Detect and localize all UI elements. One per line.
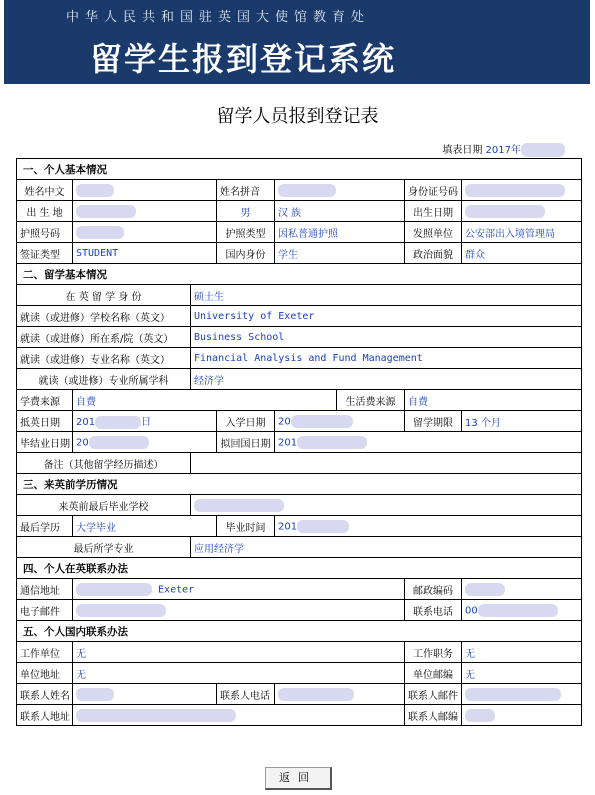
redacted-block — [76, 205, 136, 218]
grad-time-label: 毕业时间 — [217, 516, 275, 537]
contact-phone-label: 联系人电话 — [217, 684, 275, 705]
last-major-value: 应用经济学 — [191, 537, 582, 558]
name-py-value — [275, 180, 405, 201]
field-text: Exeter — [158, 584, 195, 595]
tuition-value: 自费 — [73, 390, 337, 411]
job-label: 工作职务 — [405, 642, 462, 663]
redacted-block — [465, 709, 495, 722]
redacted-block — [89, 436, 149, 449]
uk-phone-label: 联系电话 — [405, 600, 462, 621]
passport-no-value — [73, 222, 217, 243]
field-text: 日 — [141, 417, 152, 429]
employer-value: 无 — [73, 642, 405, 663]
redacted-block — [278, 688, 354, 701]
dept-label: 就读（或进修）所在系/院（英文） — [17, 327, 191, 348]
grad-time-value — [275, 516, 582, 537]
redacted-block — [76, 583, 152, 596]
section-study: 二、留学基本情况 — [17, 264, 582, 285]
org-name: 中华人民共和国驻英国大使馆教育处 — [66, 10, 371, 25]
redacted-block — [297, 520, 349, 533]
id-label: 身份证号码 — [405, 180, 462, 201]
domestic-status-value: 学生 — [275, 243, 405, 264]
discipline-label: 就读（或进修）专业所属学科 — [17, 369, 191, 390]
last-major-label: 最后所学专业 — [17, 537, 191, 558]
contact-email-value — [462, 684, 582, 705]
duration-value: 13 个月 — [462, 411, 582, 432]
discipline-value: 经济学 — [191, 369, 582, 390]
unit-address-value: 无 — [73, 663, 405, 684]
contact-email-label: 联系人邮件 — [405, 684, 462, 705]
id-value — [462, 180, 582, 201]
field-text: 201 — [278, 437, 298, 448]
degree-label: 最后学历 — [17, 516, 73, 537]
redacted-block — [291, 415, 353, 428]
tuition-label: 学费来源 — [17, 390, 73, 411]
notes-value — [191, 453, 582, 474]
return-value — [275, 432, 582, 453]
school-label: 就读（或进修）学校名称（英文） — [17, 306, 191, 327]
unit-postcode-value: 无 — [462, 663, 582, 684]
major-en-value: Financial Analysis and Fund Management — [191, 348, 582, 369]
uk-address-label: 通信地址 — [17, 579, 73, 600]
contact-postcode-label: 联系人邮编 — [405, 705, 462, 726]
redacted-block — [95, 416, 141, 429]
uk-postcode-label: 邮政编码 — [405, 579, 462, 600]
uk-postcode-value — [462, 579, 582, 600]
field-text: 20 — [76, 437, 89, 448]
arrival-value — [73, 411, 217, 432]
unit-postcode-label: 单位邮编 — [405, 663, 462, 684]
return-label: 拟回国日期 — [217, 432, 275, 453]
notes-label: 备注（其他留学经历描述） — [17, 453, 191, 474]
visa-type-value: STUDENT — [73, 243, 217, 264]
unit-address-label: 单位地址 — [17, 663, 73, 684]
field-text: 20 — [278, 416, 291, 427]
contact-phone-value — [275, 684, 405, 705]
last-school-label: 来英前最后毕业学校 — [17, 495, 191, 516]
arrival-label: 抵英日期 — [17, 411, 73, 432]
grad-value — [73, 432, 217, 453]
redacted-block — [76, 688, 114, 701]
birthplace-value — [73, 201, 217, 222]
passport-type-label: 护照类型 — [217, 222, 275, 243]
name-cn-value — [73, 180, 217, 201]
employer-label: 工作单位 — [17, 642, 73, 663]
dept-value: Business School — [191, 327, 582, 348]
domestic-status-label: 国内身份 — [217, 243, 275, 264]
major-en-label: 就读（或进修）专业名称（英文） — [17, 348, 191, 369]
redacted-block — [521, 143, 565, 157]
study-status-label: 在 英 留 学 身 份 — [17, 285, 191, 306]
back-button[interactable]: 返回 — [265, 767, 332, 790]
contact-name-label: 联系人姓名 — [17, 684, 73, 705]
section-uk-contact: 四、个人在英联系办法 — [17, 558, 582, 579]
political-label: 政治面貌 — [405, 243, 462, 264]
enroll-label: 入学日期 — [217, 411, 275, 432]
gender-value: 男 — [217, 201, 275, 222]
fill-date-label: 填表日期 — [442, 145, 483, 156]
redacted-block — [76, 604, 166, 617]
grad-label: 毕结业日期 — [17, 432, 73, 453]
redacted-block — [465, 205, 545, 218]
section-education: 三、来英前学历情况 — [17, 474, 582, 495]
redacted-block — [465, 583, 505, 596]
enroll-value — [275, 411, 405, 432]
uk-phone-value — [462, 600, 582, 621]
registration-table — [16, 158, 582, 726]
redacted-block — [465, 688, 561, 701]
redacted-block — [76, 709, 236, 722]
field-text: 201 — [76, 417, 96, 429]
living-label: 生活费来源 — [337, 390, 405, 411]
visa-type-label: 签证类型 — [17, 243, 73, 264]
passport-type-value: 因私普通护照 — [275, 222, 405, 243]
duration-label: 留学期限 — [405, 411, 462, 432]
field-text: 201 — [278, 521, 298, 532]
name-py-label: 姓名拼音 — [217, 180, 275, 201]
passport-no-label: 护照号码 — [17, 222, 73, 243]
issuer-value: 公安部出入境管理局 — [462, 222, 582, 243]
section-personal: 一、个人基本情况 — [17, 159, 582, 180]
last-school-value — [191, 495, 582, 516]
section-domestic-contact: 五、个人国内联系办法 — [17, 621, 582, 642]
uk-address-value — [73, 579, 405, 600]
contact-postcode-value — [462, 705, 582, 726]
political-value: 群众 — [462, 243, 582, 264]
form-title: 留学人员报到登记表 — [216, 106, 379, 127]
degree-value: 大学毕业 — [73, 516, 217, 537]
birthplace-label: 出 生 地 — [17, 201, 73, 222]
birthdate-label: 出生日期 — [405, 201, 462, 222]
redacted-block — [76, 184, 114, 197]
redacted-block — [76, 226, 124, 239]
redacted-block — [194, 499, 284, 512]
header-banner — [4, 0, 590, 84]
uk-email-value — [73, 600, 405, 621]
fill-date — [442, 141, 565, 157]
study-status-value: 硕士生 — [191, 285, 582, 306]
redacted-block — [465, 184, 565, 197]
job-value: 无 — [462, 642, 582, 663]
living-value: 自费 — [405, 390, 582, 411]
contact-address-value — [73, 705, 405, 726]
fill-date-value: 2017年 — [485, 145, 521, 156]
birthdate-value — [462, 201, 582, 222]
redacted-block — [478, 604, 558, 617]
contact-name-value — [73, 684, 217, 705]
school-value: University of Exeter — [191, 306, 582, 327]
field-text: 00 — [465, 605, 478, 616]
redacted-block — [278, 184, 336, 197]
uk-email-label: 电子邮件 — [17, 600, 73, 621]
name-cn-label: 姓名中文 — [17, 180, 73, 201]
issuer-label: 发照单位 — [405, 222, 462, 243]
redacted-block — [297, 436, 367, 449]
contact-address-label: 联系人地址 — [17, 705, 73, 726]
ethnicity-value: 汉 族 — [275, 201, 405, 222]
system-name: 留学生报到登记系统 — [90, 40, 397, 78]
